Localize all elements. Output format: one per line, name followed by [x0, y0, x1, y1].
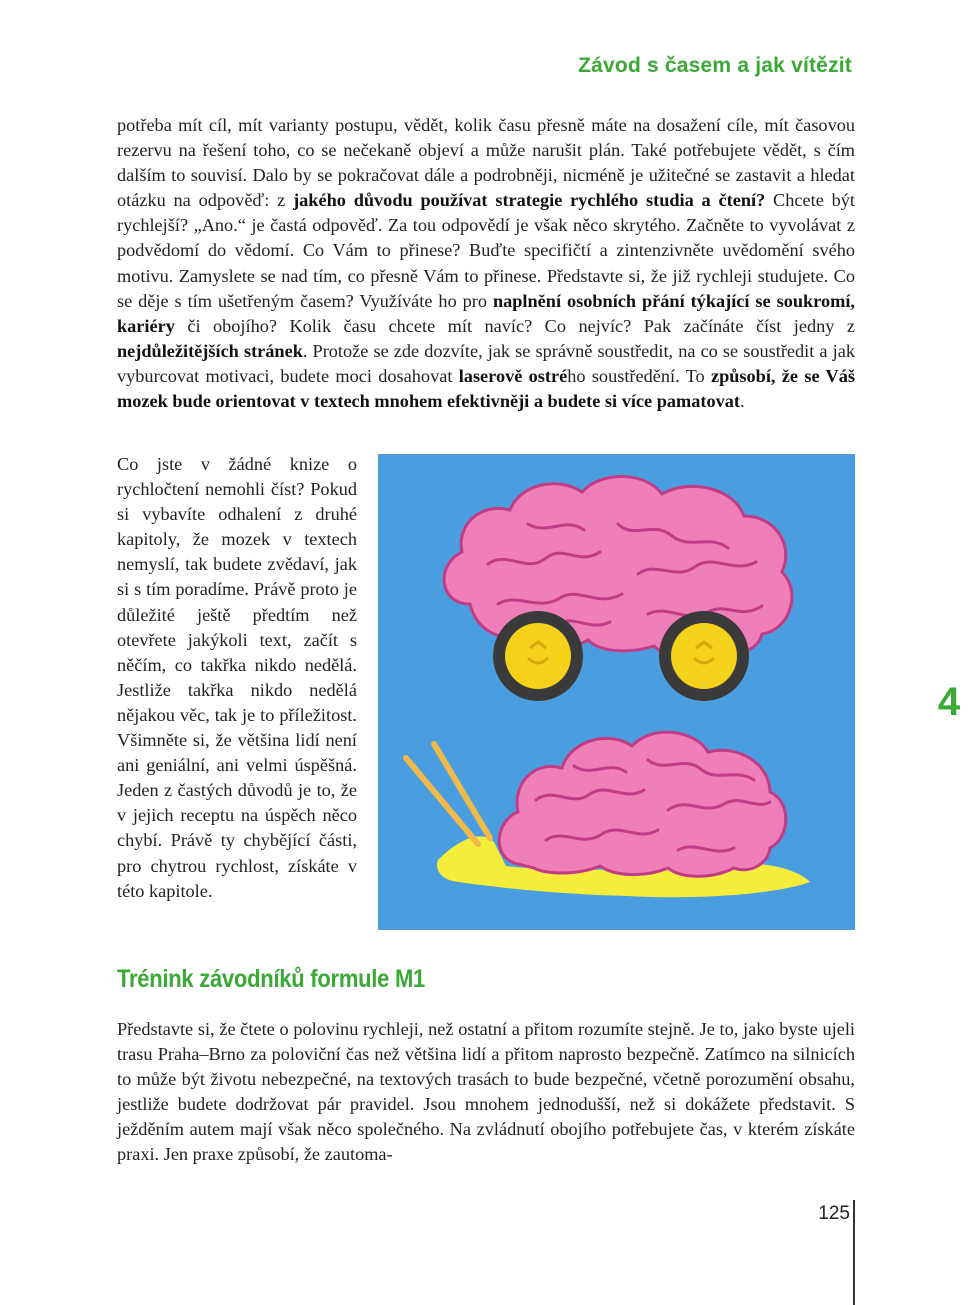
page-number-rule	[853, 1200, 855, 1305]
bold-run: jakého důvodu používat strategie rychlého studia a čtení?	[293, 190, 766, 211]
text-run: ho soustředění. To	[567, 365, 711, 386]
text-run: Chcete být rychlejší? „Ano.“ je častá odpověď. Za tou odpovědí je však něco skrytého. Začněte to vyvolávat z podvědomí do vědomí. Co Vám to přinese? Buďte specifičtí a zintenzivněte uvědomění svého motivu. Zamyslete se nad tím, co přesně Vám to přinese. Představte si, že již rychleji studujete. Co se děje s tím ušetřeným časem? Využíváte ho pro	[117, 190, 855, 311]
brain-vehicles-illustration	[378, 454, 855, 930]
bold-run: způsobí, že se Váš mozek bude orientovat v textech mnohem efektivněji a budete si více pamatovat	[117, 365, 855, 412]
paragraph-side-column: Co jste v žádné knize o rychločtení nemohli číst? Pokud si vybavíte odhalení z druhé kapitoly, že mozek v textech nemyslí, tak budete zvědaví, jak si s tím poradíme. Právě proto je důležité ještě předtím než otevřete jakýkoli text, začít s něčím, co takřka nikdo nedělá. Jestliže takřka nikdo nedělá nějakou věc, tak je to příležitost. Všimněte si, že většina lidí není ani geniální, ani velmi úspěšná. Jeden z častých důvodů je to, že v jejich receptu na úspěch něco chybí. Právě ty chybějící části, pro chytrou rychlost, získáte v této kapitole.	[117, 454, 357, 901]
bold-run: laserově ostré	[458, 365, 568, 386]
text-run: potřeba mít cíl, mít varianty postupu, vědět, kolik času přesně máte na dosažení cíle, mít časovou rezervu na řešení toho, co se nečekaně objeví a může narušit plán. Také potřebujete vědět, s čím dalším to souvisí. Dalo by se pokračovat dále a podrobněji, nicméně je užitečné se zastavit a hledat otázku na odpověď: z	[117, 115, 855, 211]
section-heading: Trénink závodníků formule M1	[117, 965, 425, 993]
running-title: Závod s časem a jak vítězit	[578, 54, 852, 77]
text-run: .	[740, 391, 745, 412]
paragraph-section: Představte si, že čtete o polovinu rychleji, než ostatní a přitom rozumíte stejně. Je to, jako byste ujeli trasu Praha–Brno za poloviční čas než většina lidí a přitom naprosto bezpečně. Zatímco na silnicích to může být životu nebezpečné, na textových trasách to bude bezpečné, včetně porozumění obsahu, jestliže budete dodržovat pár pravidel. Jsou mnohem jednodušší, než si dokážete představit. S ježděním autem mají však něco společného. Na zvládnutí obojího potřebujete čas, v kterém získáte praxi. Jen praxe způsobí, že zautoma-	[117, 1019, 855, 1165]
text-run: či obojího? Kolik času chcete mít navíc? Co nejvíc? Pak začínáte číst jedny z	[174, 315, 855, 336]
wheel-icon	[493, 611, 583, 701]
bold-run: nejdůležitějších stránek	[117, 340, 303, 361]
chapter-tab: 4	[928, 680, 970, 724]
bold-run: naplnění osobních přání týkající se soukromí, kariéry	[117, 290, 855, 336]
paragraph-intro	[117, 113, 855, 414]
page-number: 125	[818, 1203, 850, 1224]
wheel-icon	[659, 611, 749, 701]
text-run: . Protože se zde dozvíte, jak se správně soustředit, na co se soustředit a jak vyburcovat motivaci, budete moci dosahovat	[117, 340, 855, 386]
